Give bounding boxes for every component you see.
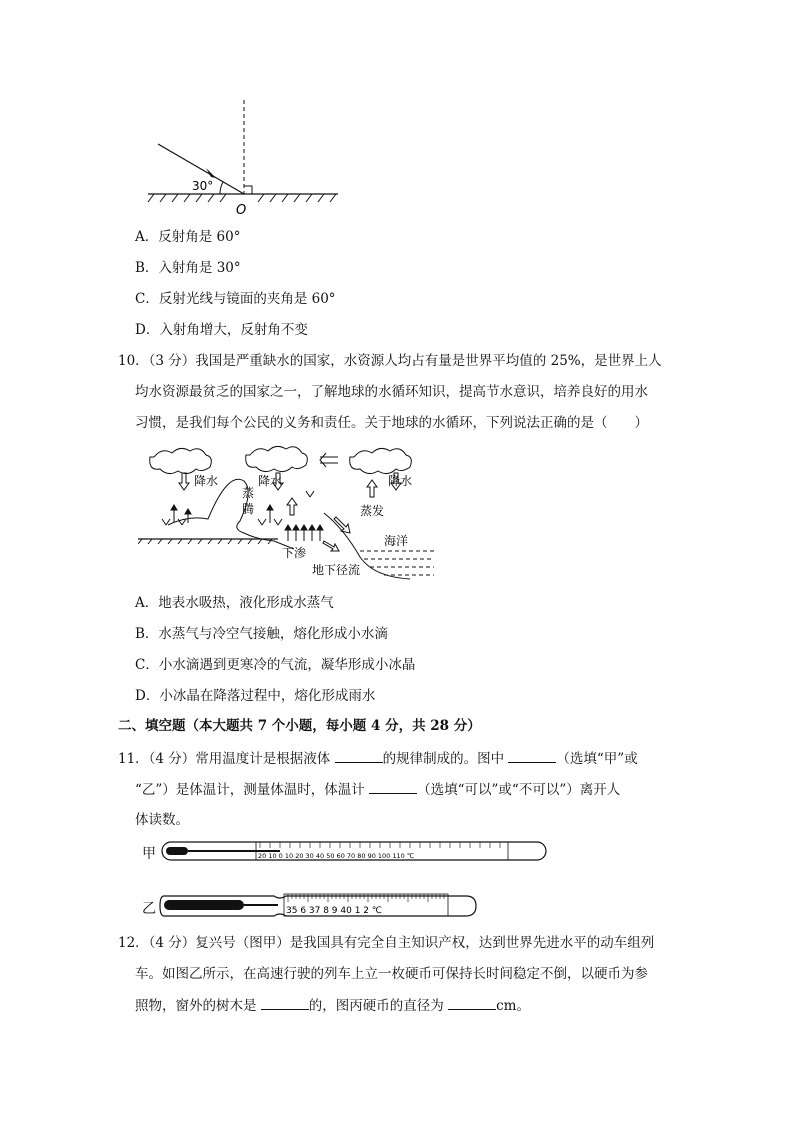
cloud-move-arrow-icon [320,453,338,467]
q11-blank-2[interactable] [508,748,556,763]
rain-label-3: 降水 [388,474,413,488]
q10-stem-line-3: 习惯，是我们每个公民的义务和责任。关于地球的水循环，下列说法正确的是（ ） [135,415,648,431]
infiltration-label: 下渗 [282,546,307,560]
q11-line-2: “乙”）是体温计，测量体温时，体温计 （选填“可以”或“不可以”）离开人 [135,779,620,800]
q10-stem-line-2: 均水资源最贫乏的国家之一，了解地球的水循环知识，提高节水意识，培养良好的用水 [135,384,648,400]
cloud-1-icon [150,448,212,473]
groundwater-label: 地下径流 [312,563,361,577]
section-heading: 二、填空题（本大题共 7 个小题，每小题 4 分，共 28 分） [118,718,481,734]
cloud-3-icon [350,448,412,473]
reflection-figure [140,100,350,220]
transpiration-label-1: 蒸 [242,486,255,500]
runoff-arrow-icon [323,517,350,551]
q12-line-3: 照物，窗外的树木是 的，图丙硬币的直径为 cm。 [135,995,530,1016]
rain-label-2: 降水 [258,474,283,488]
evaporation-arrow-icon [367,480,377,497]
thermometer-1-scale: 20 10 0 10 20 30 40 50 60 70 80 90 100 110 ℃ [258,852,415,860]
q11-line-1: 11．（4 分）常用温度计是根据液体 的规律制成的。图中 （选填“甲”或 [118,748,638,769]
q11-blank-1[interactable] [335,748,383,763]
thermometer-2-ticks [288,894,444,902]
q12-line-1: 12．（4 分）复兴号（图甲）是我国具有完全自主知识产权，达到世界先进水平的动车组列 [118,935,655,951]
q10-option-c: C．小水滴遇到更寒冷的气流，凝华形成小冰晶 [135,657,416,673]
thermometer-2-figure [158,890,478,920]
water-cycle-figure [138,443,438,583]
angle-arc [220,182,223,194]
q9-option-b: B．入射角是 30° [135,260,241,276]
q12-line-2: 车。如图乙所示，在高速行驶的列车上立一枚硬币可保持长时间稳定不倒，以硬币为参 [135,966,648,982]
evapotranspiration-arrow-icon [287,498,297,515]
infiltration-arrows-icon [285,525,323,541]
thermometer-1-bulb [166,847,188,855]
point-label: O [236,203,247,218]
cloud-2-icon [246,446,308,471]
rain-arrow-1-icon [179,473,189,490]
thermometer-1-ticks [260,842,500,848]
q11-blank-3[interactable] [369,779,417,794]
transpiration-label-2: 腾 [242,502,255,516]
q10-option-d: D．小冰晶在降落过程中，熔化形成雨水 [135,688,376,704]
q9-option-a: A．反射角是 60° [135,229,241,245]
q12-blank-2[interactable] [448,995,496,1010]
thermometer-1-figure [160,838,554,866]
vapor-arrows-icon [171,505,273,523]
q9-option-c: C．反射光线与镜面的夹角是 60° [135,291,336,307]
plants-icon [162,491,314,525]
q10-option-b: B．水蒸气与冷空气接触，熔化形成小水滴 [135,626,388,642]
ocean-lines [360,551,434,575]
rain-label-1: 降水 [194,474,219,488]
ground-hatching [138,539,272,544]
angle-label: 30° [192,179,214,193]
q12-blank-1[interactable] [261,995,309,1010]
ocean-label: 海洋 [384,534,409,548]
mirror-hatching [148,194,336,202]
q11-line-3: 体读数。 [135,812,189,828]
right-angle-mark [244,186,252,194]
q9-option-d: D．入射角增大，反射角不变 [135,322,308,338]
thermometer-2-scale: 35 6 37 8 9 40 1 2 ℃ [286,906,382,916]
evaporation-label: 蒸发 [360,504,385,518]
thermometer-1-label: 甲 [142,846,156,862]
q10-option-a: A．地表水吸热，液化形成水蒸气 [135,595,334,611]
q10-stem-line-1: 10．（3 分）我国是严重缺水的国家，水资源人均占有量是世界平均值的 25%，是世界上人 [118,353,662,369]
thermometer-2-bulb [164,900,244,910]
thermometer-2-label: 乙 [142,901,156,917]
